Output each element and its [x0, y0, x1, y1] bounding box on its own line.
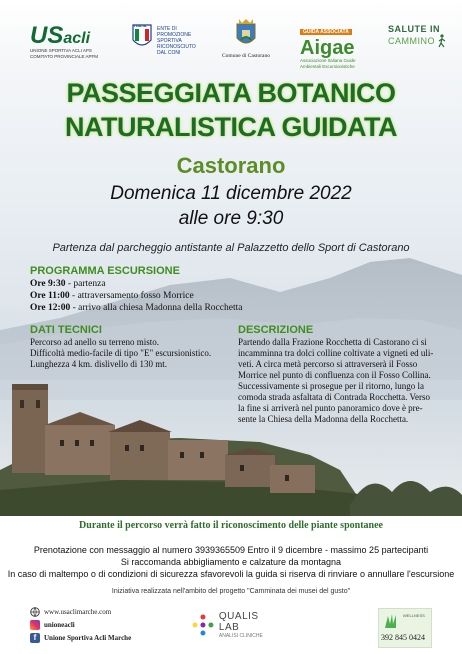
description-line: la fine si arriverà nel punto panoramico dove è pre- [238, 403, 423, 413]
facebook-page[interactable]: Unione Sportiva Acli Marche [44, 634, 132, 642]
logo-bar [0, 18, 462, 68]
program-time: Ore 12:00 [30, 303, 71, 313]
ente-caption-3: RICONOSCIUTO [157, 44, 196, 50]
facebook-item[interactable] [30, 633, 131, 643]
ente-caption-2: SPORTIVA [157, 38, 182, 44]
aigae-caption-2: Ambientali Escursionistiche [300, 63, 355, 69]
title-line-2: NATURALISTICA GUIDATA [65, 112, 397, 142]
comune-caption: Comune di Castorano [222, 53, 270, 59]
program-row [30, 279, 106, 289]
initiative-text: Iniziativa realizzata nell'ambito del progetto "Camminata dei musei del gusto" [111, 588, 351, 595]
booking-info [0, 544, 462, 580]
description-line: veti. A circa metà percorso si attraverserà il Fosso [238, 359, 418, 369]
booking-line-1: Prenotazione con messaggio al numero 3939365509 Entro il 9 dicembre - massimo 25 partecipanti [33, 545, 429, 555]
description-line: incamminna tra dolci colline coltivate a vigneti ed uli- [238, 348, 434, 358]
aigae-logo [300, 20, 370, 69]
website-link[interactable]: www.usaclimarche.com [44, 608, 112, 616]
italia-shield-logo [132, 24, 152, 50]
description-line: Morrice nel punto di confluenza con il Fosso Collina. [238, 370, 431, 380]
wellness-logo [378, 608, 432, 648]
wellness-phone: 392 845 0424 [381, 633, 425, 642]
booking-line-2: Si raccomanda abbigliamento e calzature da montagna [120, 557, 342, 567]
technical-line: Percorso ad anello su terreno misto. [30, 337, 159, 347]
usacli-caption-2: COMITATO PROVINCIALE APFM [30, 54, 99, 59]
salute-in-cammino-logo [388, 24, 448, 64]
ente-caption-4: DAL CONI [157, 50, 181, 56]
qualis-lab-logo [192, 612, 282, 638]
wellness-caption: WELLNESS [403, 613, 425, 618]
aigae-name: Aigae [300, 37, 355, 59]
aigae-badge: GUIDA ASSOCIATA [300, 29, 352, 35]
description-text [238, 337, 450, 425]
facebook-icon: f [30, 633, 40, 643]
salute-line2: CAMMINO [388, 36, 435, 46]
usacli-logo-sub: acli [63, 30, 91, 47]
globe-icon [30, 607, 40, 617]
ente-caption-1: ENTE DI PROMOZIONE [157, 26, 192, 38]
ente-caption [157, 26, 207, 56]
title-line-1: PASSEGGIATA BOTANICO [66, 78, 396, 108]
program-row [30, 303, 242, 313]
program-text: - arrivo alla chiesa Madonna della Rocchetta [70, 303, 243, 313]
program-row [30, 291, 194, 301]
instagram-handle[interactable]: unioneacli [44, 621, 75, 629]
departure-info: Partenza dal parcheggio antistante al Palazzetto dello Sport di Castorano [52, 242, 410, 254]
usacli-logo [30, 24, 110, 64]
usacli-logo-main: US [30, 22, 64, 49]
qualis-sub: ANALISI CLINICHE [218, 633, 263, 639]
usacli-caption-1: UNIONE SPORTIVA ACLI APS [30, 48, 92, 53]
program-time: Ore 9:30 [30, 279, 66, 289]
italia-label: ITALIA [134, 23, 147, 28]
event-date: Domenica 11 dicembre 2022 [110, 183, 352, 204]
description-line: Partendo dalla Frazione Rocchetta di Castorano ci si [238, 337, 427, 347]
crest-icon [235, 18, 257, 48]
qualis-dots-icon [192, 614, 214, 636]
salute-line1: SALUTE IN [388, 24, 441, 34]
program-time: Ore 11:00 [30, 291, 70, 301]
description-heading: DESCRIZIONE [238, 324, 314, 336]
description-line: sente la Chiesa della Madonna della Rocchetta. [238, 414, 409, 424]
event-time: alle ore 9:30 [178, 208, 284, 229]
technical-text [30, 337, 230, 370]
town-name: Castorano [176, 153, 286, 178]
description-line: comoda strada asfaltata di Contrada Rocchetta. Verso [238, 392, 431, 402]
description-line: Successivamente si prosegue per il ritorno, lungo la [238, 381, 424, 391]
aigae-caption-1: Associazione Italiana Guide [300, 58, 356, 63]
technical-line: Difficoltà medio-facile di tipo "E" escursionistico. [30, 348, 212, 358]
notice-text: Durante il percorso verrà fatto il riconoscimento delle piante spontanee [79, 520, 383, 531]
instagram-item[interactable] [30, 620, 75, 630]
comune-crest [216, 18, 276, 66]
technical-heading: DATI TECNICI [30, 324, 102, 336]
program-heading: PROGRAMMA ESCURSIONE [30, 265, 180, 277]
booking-line-3: In caso di maltempo o di condizioni di sicurezza sfavorevoli la guida si riserva di rinviare o annullare l'escursione [7, 569, 455, 579]
program-text: - partenza [65, 279, 106, 289]
website-item[interactable] [30, 607, 111, 617]
program-text: - attraversamento fosso Morrice [69, 291, 194, 301]
hands-icon [383, 612, 403, 630]
technical-line: Lunghezza 4 km. dislivello di 130 mt. [30, 359, 167, 369]
qualis-main: QUALIS LAB [218, 611, 259, 633]
instagram-icon [30, 620, 40, 630]
walker-icon [437, 34, 447, 48]
